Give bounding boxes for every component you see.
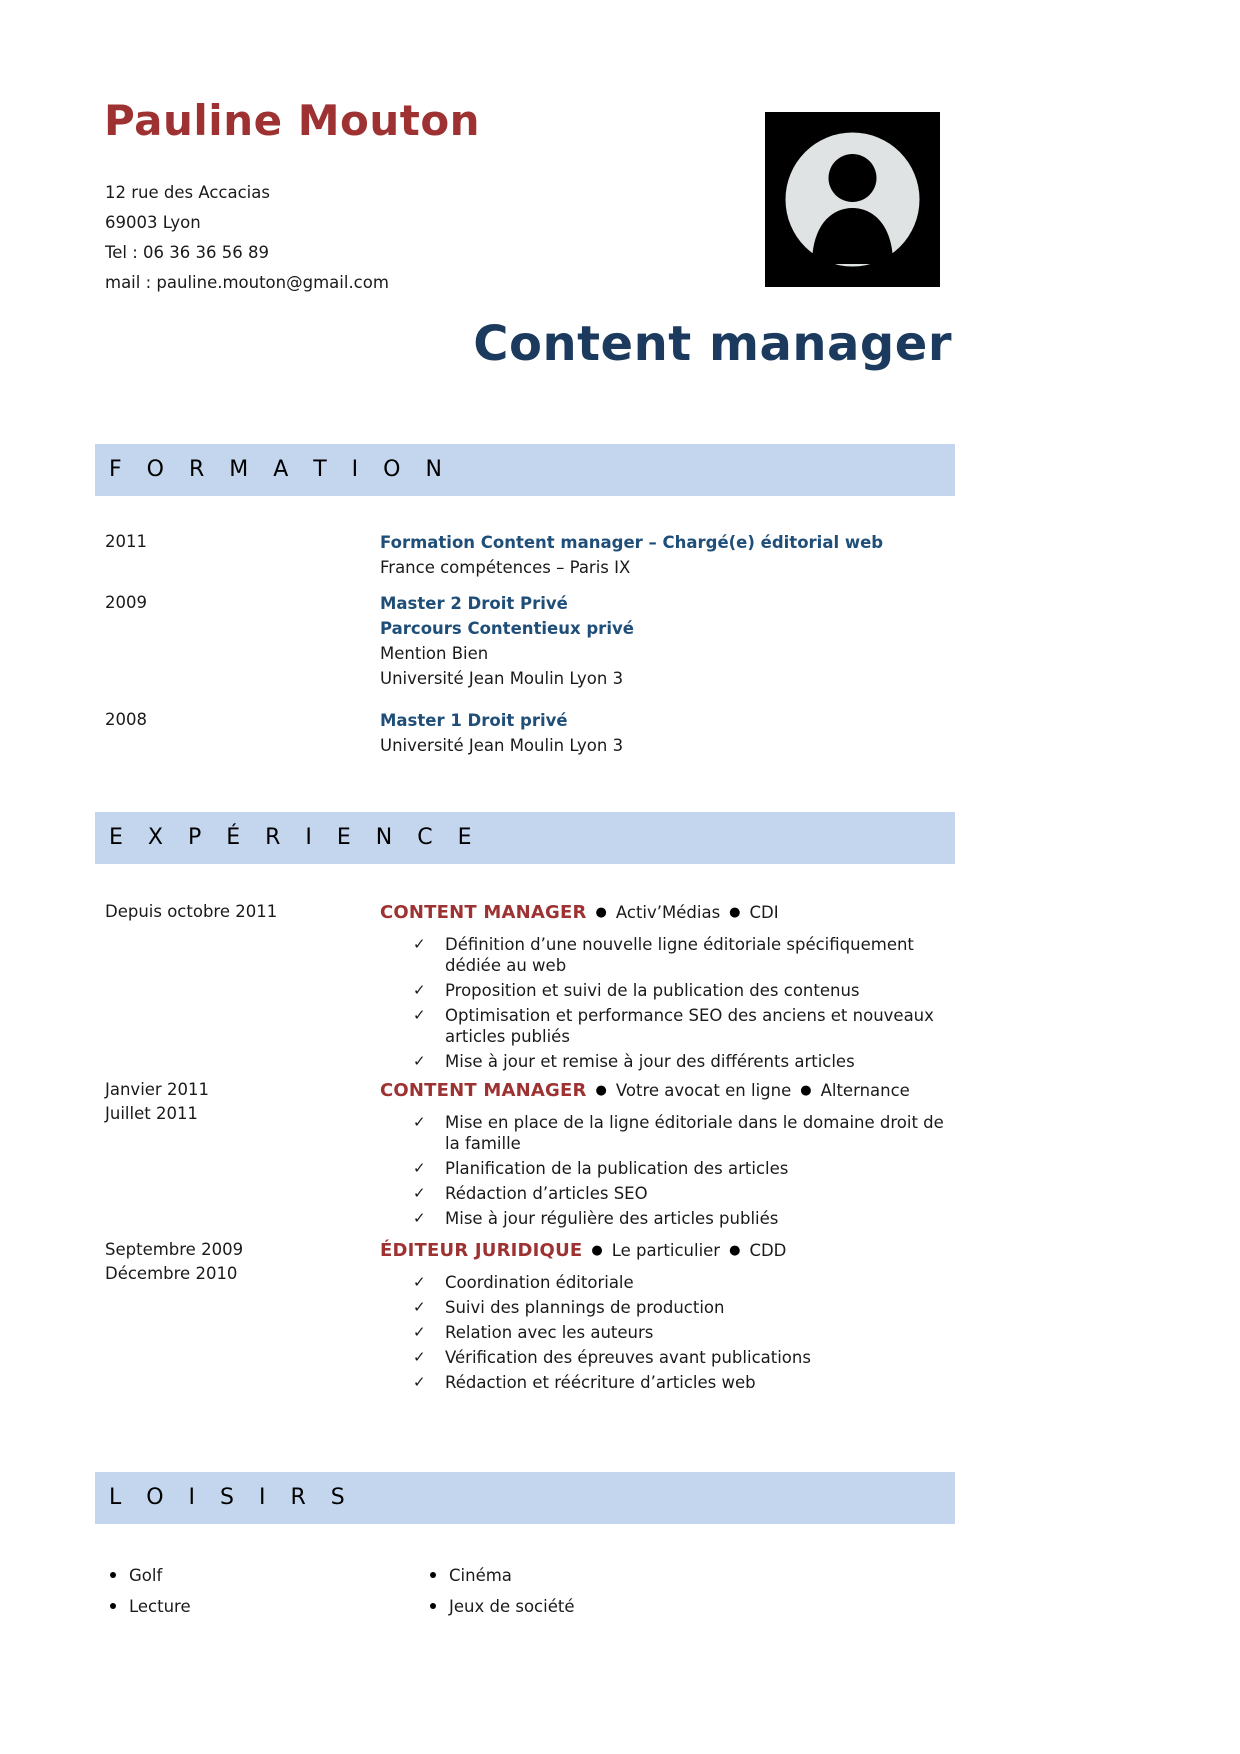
education-content bbox=[380, 591, 955, 691]
bullet-separator-icon: ● bbox=[800, 1083, 812, 1098]
contact-city: 69003 Lyon bbox=[105, 213, 201, 232]
experience-company: Le particulier bbox=[611, 1241, 721, 1260]
bullet-separator-icon: ● bbox=[595, 905, 607, 920]
experience-date-start: Septembre 2009 bbox=[105, 1240, 244, 1259]
list-item-text: Cinéma bbox=[449, 1566, 512, 1585]
list-item bbox=[413, 1322, 955, 1343]
list-item bbox=[105, 1560, 425, 1591]
experience-dates bbox=[105, 1078, 380, 1126]
experience-role: CONTENT MANAGER bbox=[380, 902, 587, 923]
experience-role: ÉDITEUR JURIDIQUE bbox=[380, 1240, 583, 1261]
list-item-text: Suivi des plannings de production bbox=[445, 1298, 725, 1317]
education-title: Master 2 Droit Privé bbox=[380, 594, 568, 613]
check-icon: ✓ bbox=[413, 981, 426, 999]
list-item bbox=[425, 1560, 745, 1591]
list-item bbox=[413, 934, 955, 976]
education-date: 2008 bbox=[105, 710, 147, 729]
check-icon: ✓ bbox=[413, 1006, 426, 1024]
list-item bbox=[105, 1591, 425, 1622]
list-item-text: Relation avec les auteurs bbox=[445, 1323, 654, 1342]
section-band-loisirs bbox=[95, 1472, 955, 1524]
education-entry bbox=[105, 591, 955, 691]
education-content bbox=[380, 708, 955, 758]
education-school: France compétences – Paris IX bbox=[380, 558, 631, 577]
experience-bullet-list bbox=[380, 1272, 955, 1393]
education-title-secondary: Parcours Contentieux privé bbox=[380, 619, 634, 638]
bullet-dot-icon bbox=[110, 1572, 116, 1578]
experience-date-end: Décembre 2010 bbox=[105, 1264, 238, 1283]
experience-contract: Alternance bbox=[820, 1081, 910, 1100]
list-item-text: Optimisation et performance SEO des anciens et nouveaux articles publiés bbox=[445, 1006, 934, 1046]
education-school: Université Jean Moulin Lyon 3 bbox=[380, 736, 624, 755]
check-icon: ✓ bbox=[413, 1273, 426, 1291]
list-item-text: Lecture bbox=[129, 1597, 191, 1616]
list-item-text: Proposition et suivi de la publication des contenus bbox=[445, 981, 860, 1000]
experience-entry bbox=[105, 900, 955, 1076]
check-icon: ✓ bbox=[413, 1159, 426, 1177]
experience-company: Activ’Médias bbox=[615, 903, 721, 922]
list-item-text: Coordination éditoriale bbox=[445, 1273, 634, 1292]
list-item-text: Planification de la publication des articles bbox=[445, 1159, 789, 1178]
check-icon: ✓ bbox=[413, 935, 426, 953]
experience-role: CONTENT MANAGER bbox=[380, 1080, 587, 1101]
check-icon: ✓ bbox=[413, 1184, 426, 1202]
check-icon: ✓ bbox=[413, 1113, 426, 1131]
list-item-text: Vérification des épreuves avant publications bbox=[445, 1348, 811, 1367]
experience-date-start: Depuis octobre 2011 bbox=[105, 902, 278, 921]
experience-date-end: Juillet 2011 bbox=[105, 1104, 198, 1123]
candidate-name: Pauline Mouton bbox=[104, 96, 481, 145]
education-mention: Mention Bien bbox=[380, 644, 489, 663]
profile-photo bbox=[765, 112, 940, 287]
contact-email: mail : pauline.mouton@gmail.com bbox=[105, 273, 389, 292]
experience-dates bbox=[105, 900, 380, 924]
bullet-separator-icon: ● bbox=[729, 1243, 741, 1258]
list-item bbox=[413, 1297, 955, 1318]
check-icon: ✓ bbox=[413, 1052, 426, 1070]
hobbies-list bbox=[105, 1560, 955, 1622]
list-item-text: Définition d’une nouvelle ligne éditoriale spécifiquement dédiée au web bbox=[445, 935, 914, 975]
experience-date-start: Janvier 2011 bbox=[105, 1080, 209, 1099]
education-entry bbox=[105, 530, 955, 580]
education-title: Master 1 Droit privé bbox=[380, 711, 568, 730]
experience-dates bbox=[105, 1238, 380, 1286]
page-title: Content manager bbox=[473, 316, 952, 372]
section-band-experience bbox=[95, 812, 955, 864]
list-item bbox=[413, 1372, 955, 1393]
experience-heading bbox=[380, 1238, 955, 1266]
check-icon: ✓ bbox=[413, 1209, 426, 1227]
list-item bbox=[413, 1051, 955, 1072]
person-placeholder-icon bbox=[765, 112, 940, 287]
education-content bbox=[380, 530, 955, 580]
check-icon: ✓ bbox=[413, 1373, 426, 1391]
list-item bbox=[413, 1183, 955, 1204]
list-item bbox=[413, 1112, 955, 1154]
experience-contract: CDI bbox=[749, 903, 779, 922]
education-school: Université Jean Moulin Lyon 3 bbox=[380, 669, 624, 688]
list-item bbox=[413, 1005, 955, 1047]
bullet-dot-icon bbox=[110, 1603, 116, 1609]
education-date: 2011 bbox=[105, 532, 147, 551]
list-item-text: Mise à jour et remise à jour des différents articles bbox=[445, 1052, 855, 1071]
list-item-text: Rédaction d’articles SEO bbox=[445, 1184, 648, 1203]
hobbies-column-2 bbox=[425, 1560, 745, 1622]
hobbies-column-1 bbox=[105, 1560, 425, 1622]
experience-heading bbox=[380, 1078, 955, 1106]
experience-entry bbox=[105, 1238, 955, 1397]
contact-block bbox=[105, 178, 389, 298]
list-item-text: Mise en place de la ligne éditoriale dans le domaine droit de la famille bbox=[445, 1113, 944, 1153]
education-entry bbox=[105, 708, 955, 758]
list-item bbox=[413, 1158, 955, 1179]
list-item-text: Golf bbox=[129, 1566, 163, 1585]
section-title-formation: F O R M A T I O N bbox=[109, 457, 451, 482]
section-title-loisirs: L O I S I R S bbox=[109, 1485, 354, 1510]
list-item-text: Jeux de société bbox=[449, 1597, 575, 1616]
bullet-separator-icon: ● bbox=[595, 1083, 607, 1098]
experience-contract: CDD bbox=[749, 1241, 787, 1260]
experience-entry bbox=[105, 1078, 955, 1233]
list-item bbox=[413, 1208, 955, 1229]
experience-heading bbox=[380, 900, 955, 928]
experience-bullet-list bbox=[380, 934, 955, 1072]
list-item-text: Rédaction et réécriture d’articles web bbox=[445, 1373, 756, 1392]
bullet-separator-icon: ● bbox=[591, 1243, 603, 1258]
experience-company: Votre avocat en ligne bbox=[615, 1081, 792, 1100]
experience-content bbox=[380, 1238, 955, 1397]
experience-content bbox=[380, 900, 955, 1076]
bullet-separator-icon: ● bbox=[729, 905, 741, 920]
list-item-text: Mise à jour régulière des articles publiés bbox=[445, 1209, 779, 1228]
list-item bbox=[413, 1347, 955, 1368]
check-icon: ✓ bbox=[413, 1323, 426, 1341]
contact-address: 12 rue des Accacias bbox=[105, 183, 270, 202]
list-item bbox=[413, 980, 955, 1001]
section-title-experience: E X P É R I E N C E bbox=[109, 825, 481, 850]
section-band-formation bbox=[95, 444, 955, 496]
bullet-dot-icon bbox=[430, 1603, 436, 1609]
education-title: Formation Content manager – Chargé(e) éditorial web bbox=[380, 533, 884, 552]
check-icon: ✓ bbox=[413, 1298, 426, 1316]
education-date: 2009 bbox=[105, 593, 147, 612]
list-item bbox=[413, 1272, 955, 1293]
list-item bbox=[425, 1591, 745, 1622]
bullet-dot-icon bbox=[430, 1572, 436, 1578]
experience-bullet-list bbox=[380, 1112, 955, 1229]
check-icon: ✓ bbox=[413, 1348, 426, 1366]
contact-phone: Tel : 06 36 36 56 89 bbox=[105, 243, 270, 262]
experience-content bbox=[380, 1078, 955, 1233]
